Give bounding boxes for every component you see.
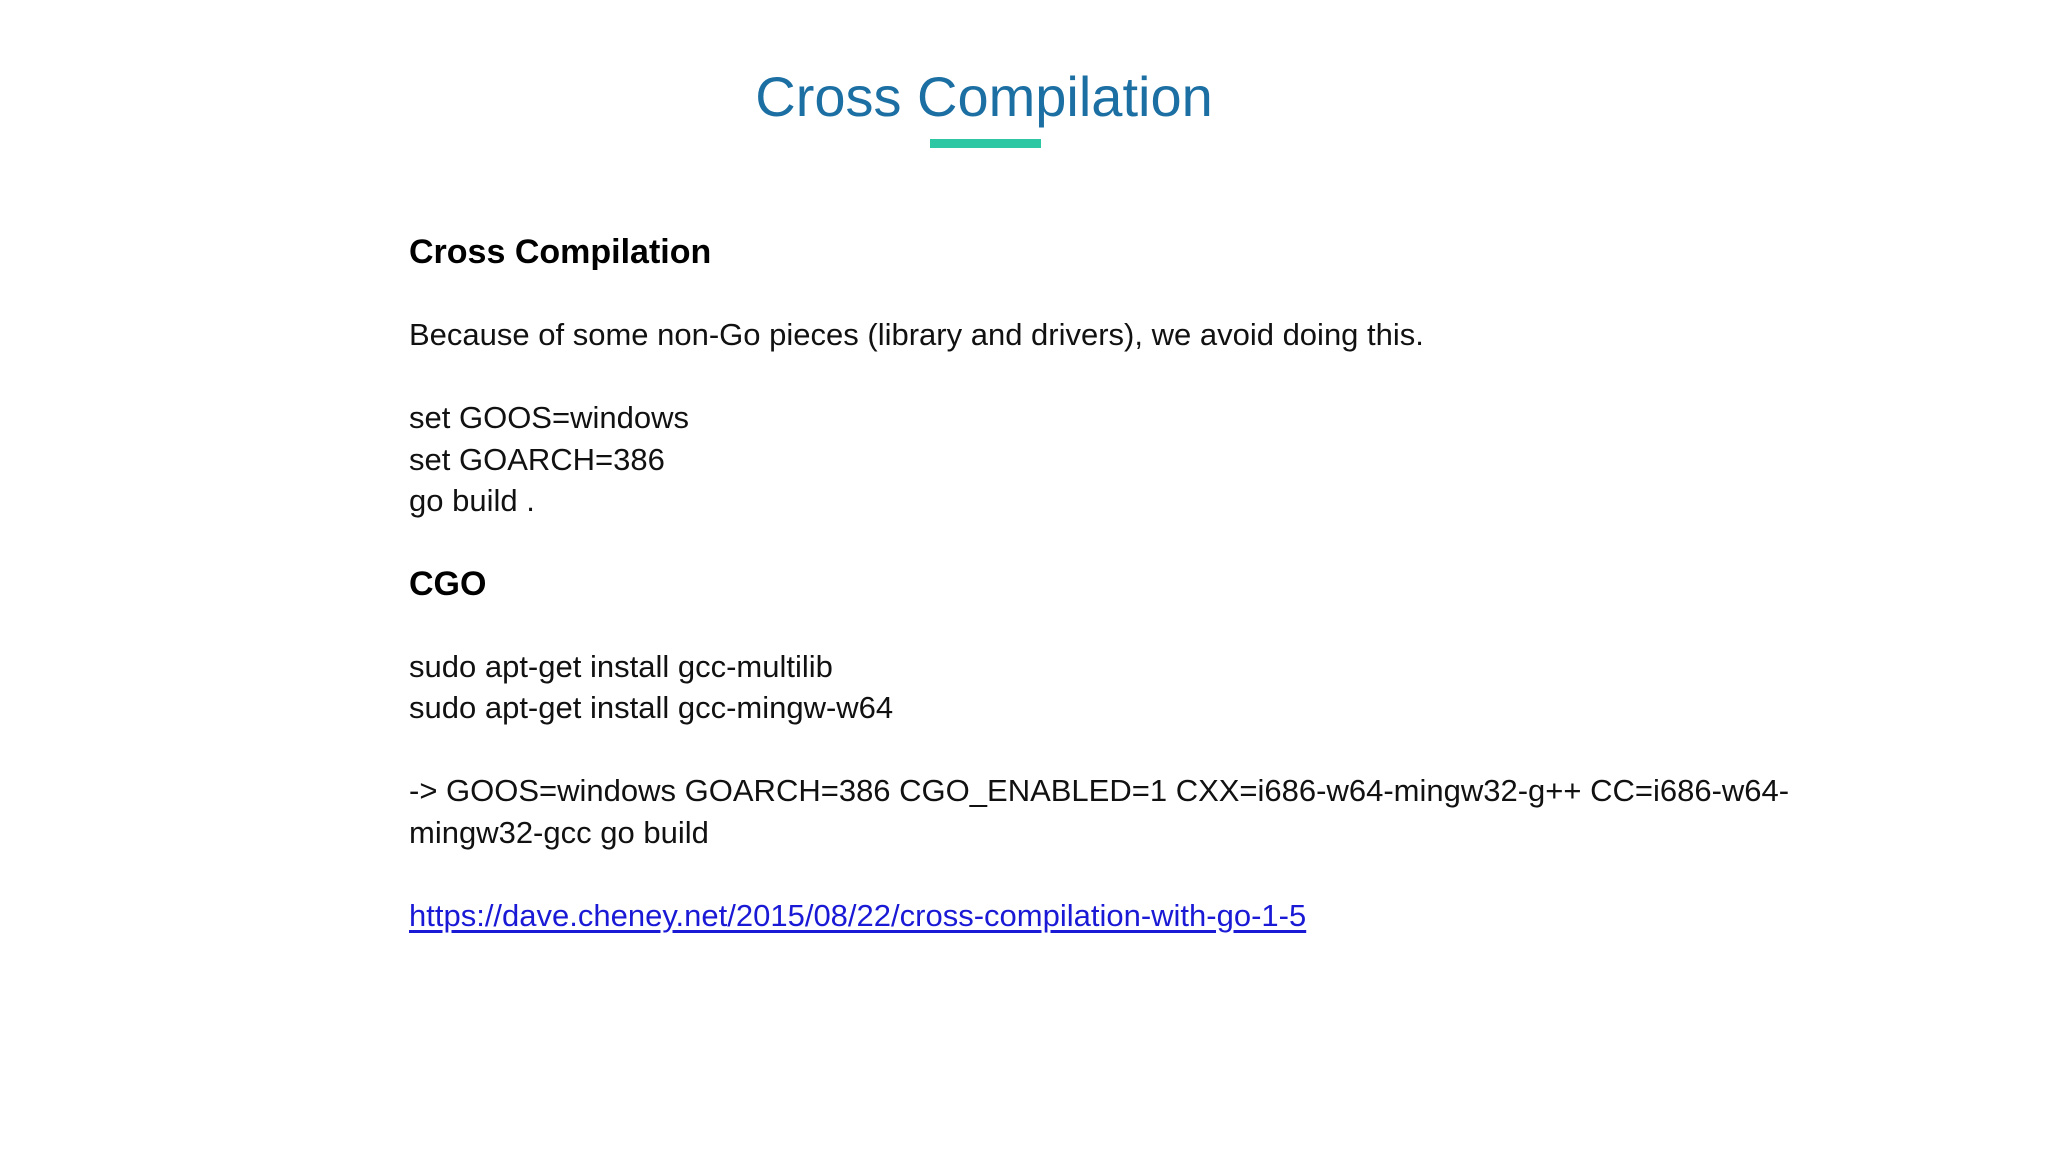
- command-block: [409, 397, 1859, 522]
- command-line: sudo apt-get install gcc-multilib: [409, 648, 833, 684]
- command-line: go build .: [409, 483, 535, 518]
- description-text: Because of some non-Go pieces (library and drivers), we avoid doing this.: [409, 317, 1424, 352]
- command-line: set GOARCH=386: [409, 441, 665, 477]
- title-underline: [930, 139, 1041, 148]
- slide-content: [409, 228, 1859, 936]
- spacer: [409, 276, 1859, 314]
- reference-link[interactable]: https://dave.cheney.net/2015/08/22/cross-compilation-with-go-1-5: [409, 897, 1307, 933]
- build-command: -> GOOS=windows GOARCH=386 CGO_ENABLED=1 CXX=i686-w64-mingw32-g++ CC=i686-w64-mingw32-gcc go build: [409, 773, 1790, 850]
- slide-title: Cross Compilation: [755, 65, 1213, 128]
- spacer: [409, 729, 1859, 771]
- spacer: [409, 356, 1859, 398]
- spacer: [409, 608, 1859, 646]
- install-command-block: [409, 646, 1859, 729]
- reference-link-line: [409, 895, 1859, 937]
- spacer: [409, 853, 1859, 895]
- section-heading-cgo: CGO: [409, 564, 487, 603]
- spacer: [409, 522, 1859, 560]
- section-heading-cross-compilation: Cross Compilation: [409, 233, 712, 271]
- command-line: sudo apt-get install gcc-mingw-w64: [409, 690, 894, 725]
- command-line: set GOOS=windows: [409, 400, 689, 435]
